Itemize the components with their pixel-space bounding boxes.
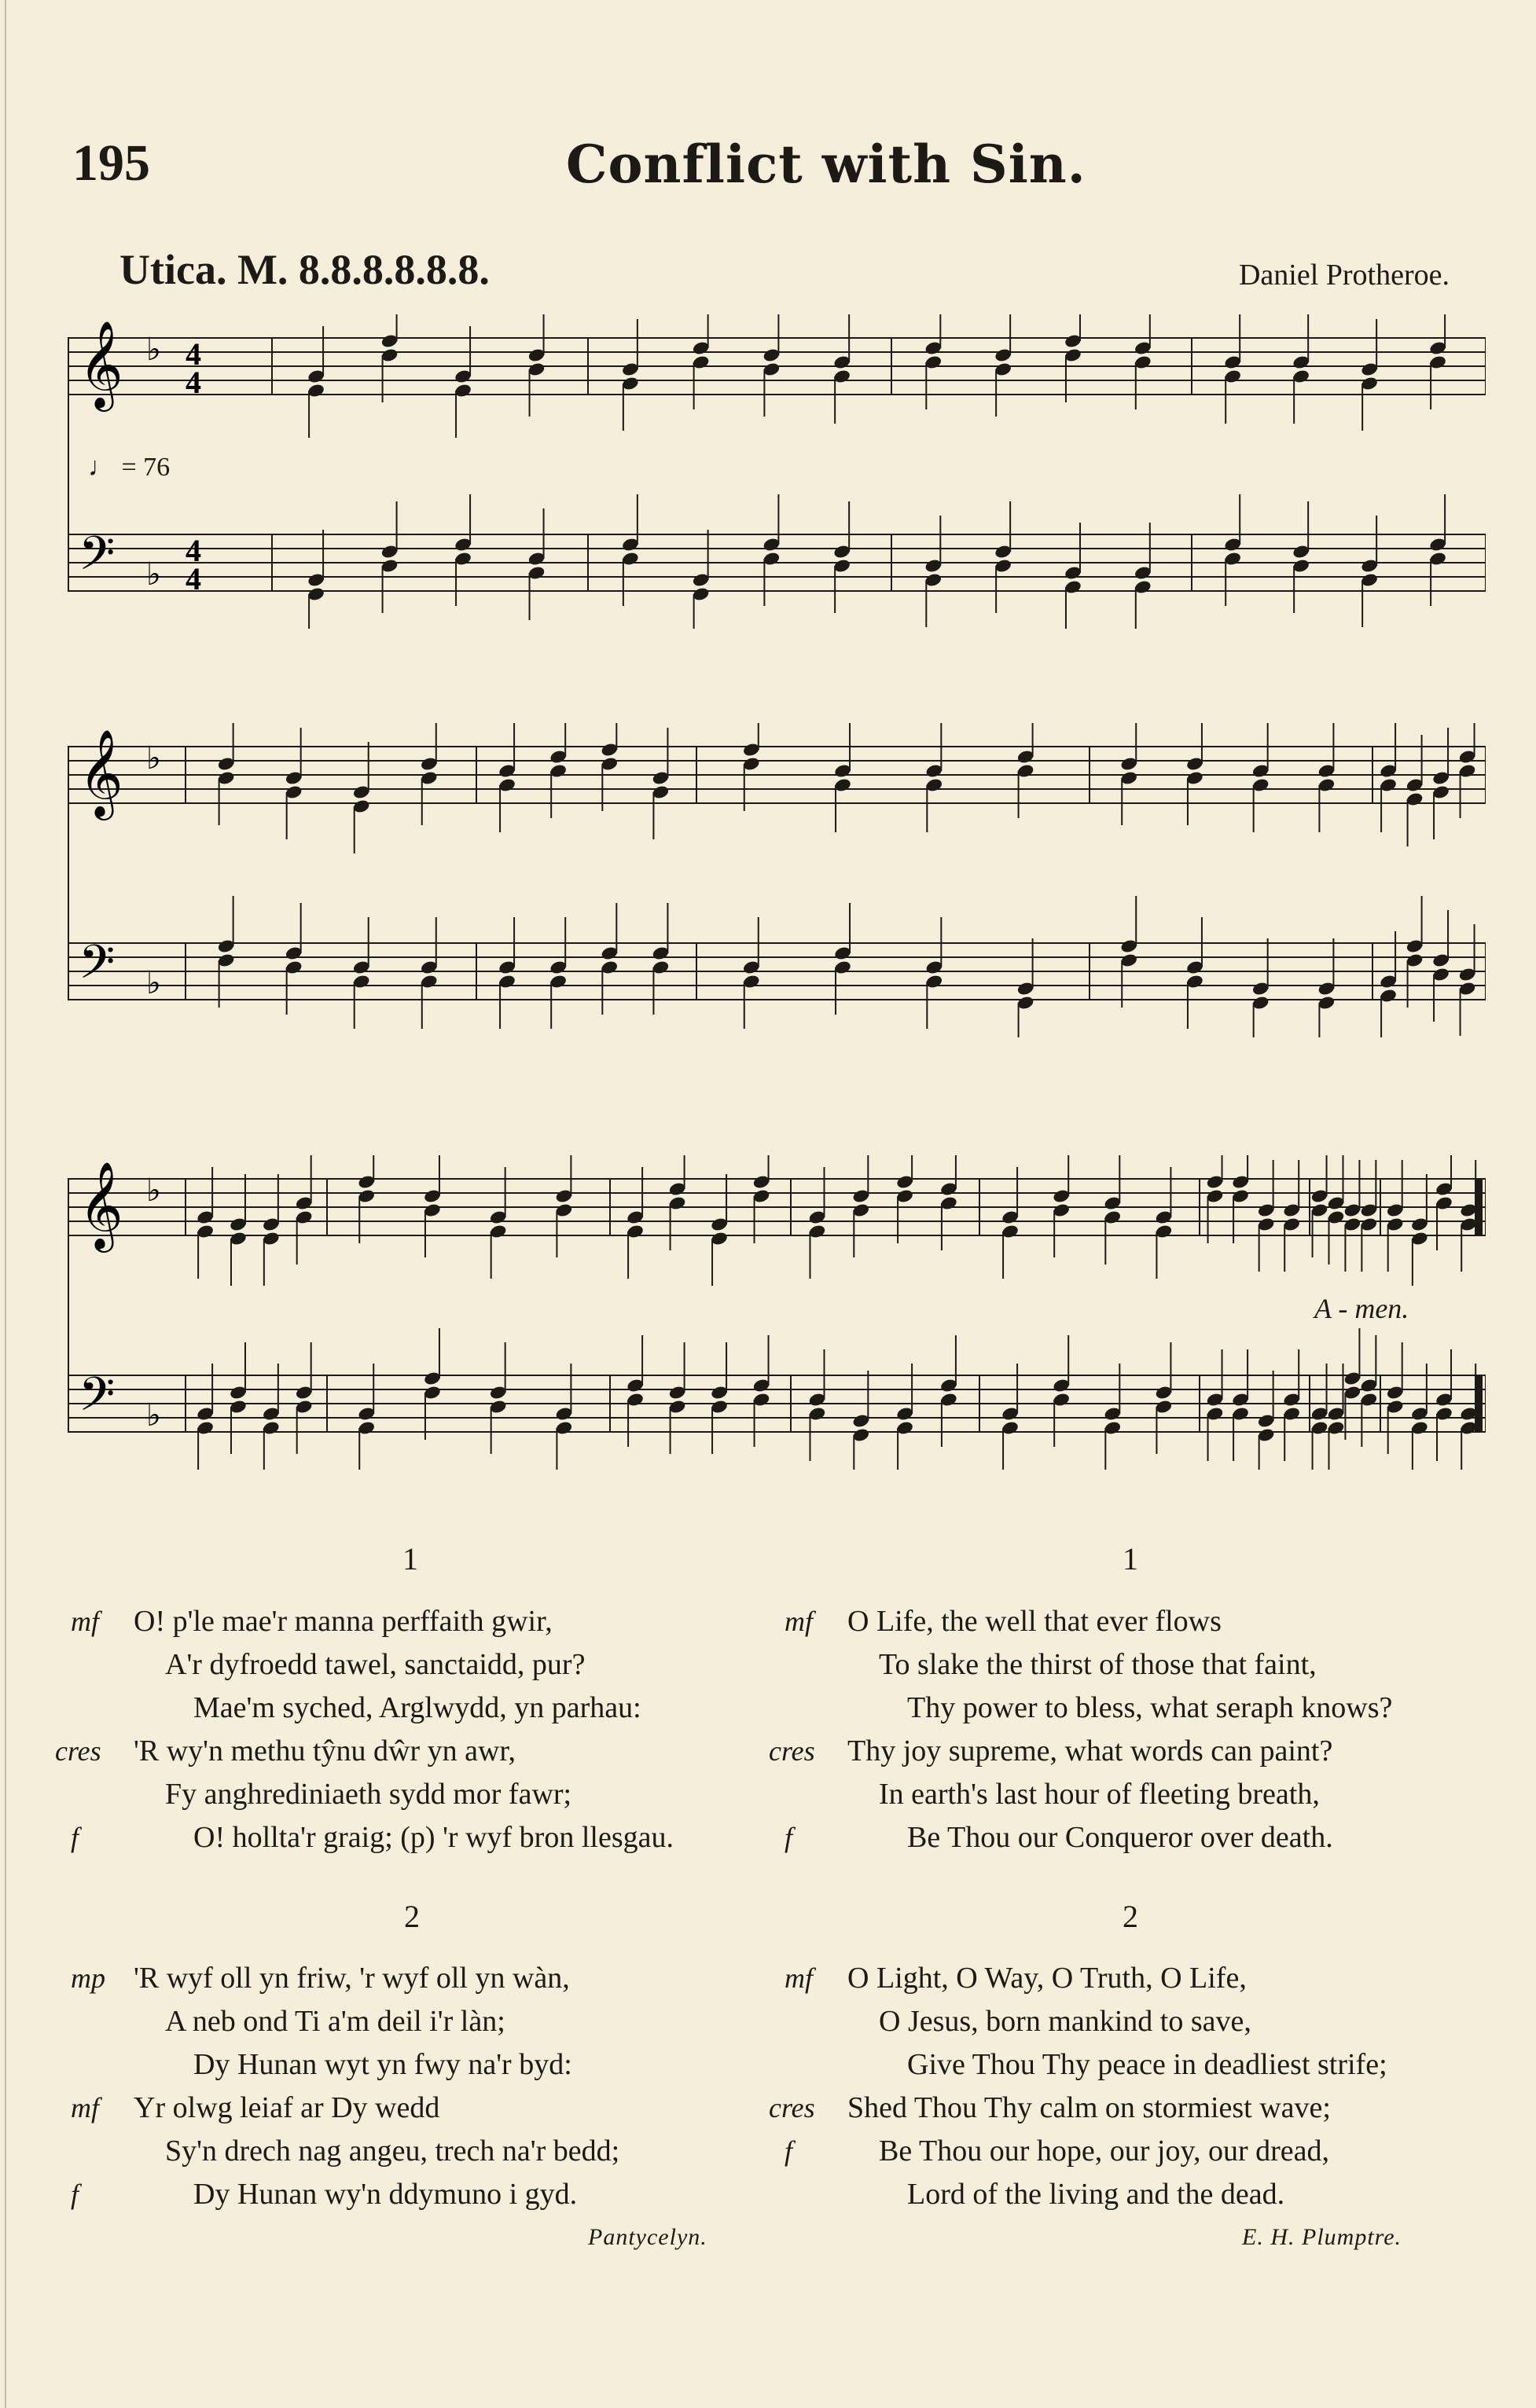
page-edge: [5, 0, 6, 2408]
verse-line: [769, 1730, 1392, 1773]
verse-text: Be Thou our hope, our joy, our dread,: [879, 2135, 1330, 2168]
music-system-3: [68, 1155, 1486, 1470]
music-system-1: [68, 314, 1486, 629]
dynamic-marking: mf: [71, 1606, 99, 1637]
verse-text: Shed Thou Thy calm on stormiest wave;: [847, 2091, 1331, 2124]
dynamic-marking: f: [785, 1822, 793, 1853]
amen-text: A - men.: [1314, 1293, 1409, 1324]
final-barline: [1475, 1375, 1483, 1432]
verse-text: O Life, the well that ever flows: [847, 1605, 1222, 1638]
welsh-verse-2: [71, 1957, 620, 2216]
verse-line: [71, 1600, 674, 1643]
dynamic-marking: cres: [769, 1735, 815, 1767]
verse-line: [134, 2043, 619, 2087]
bass-clef-icon: 𝄢: [79, 1367, 116, 1433]
verse-text: Thy joy supreme, what words can paint?: [847, 1734, 1333, 1767]
hymn-title: Conflict with Sin.: [566, 134, 1086, 195]
flat-icon: ♭: [146, 332, 161, 368]
welsh-attribution: Pantycelyn.: [588, 2224, 707, 2250]
dynamic-marking: mp: [71, 1962, 105, 1994]
bass-clef-icon: 𝄢: [79, 526, 116, 592]
verse-line: [71, 1816, 674, 1859]
dynamic-marking: mf: [71, 2092, 99, 2124]
staff-lines: [68, 338, 1486, 591]
welsh-verse-2-number: 2: [404, 1899, 420, 1934]
score-system-2: [68, 723, 1486, 1037]
dynamic-marking: mf: [785, 1606, 813, 1637]
music-system-2: [68, 723, 1486, 1037]
verse-text: O! p'le mae'r manna perffaith gwir,: [134, 1605, 553, 1638]
tune-meter: Utica. M. 8.8.8.8.8.8.: [119, 246, 490, 293]
verse-line: [71, 2087, 619, 2130]
verse-text: Mae'm syched, Arglwydd, yn parhau:: [193, 1691, 641, 1724]
verse-line: [55, 1730, 674, 1773]
treble-clef-icon: 𝄞: [79, 320, 123, 408]
verse-line: [785, 1816, 1392, 1859]
verse-line: [71, 1957, 619, 2000]
verse-line: [847, 2043, 1387, 2087]
score-system-1: [68, 314, 1486, 629]
staff-lines: [68, 747, 1486, 1000]
english-verse-2: [769, 1957, 1387, 2216]
verse-text: Dy Hunan wyt yn fwy na'r byd:: [193, 2048, 572, 2081]
verse-text: In earth's last hour of fleeting breath,: [879, 1778, 1320, 1811]
flat-icon: ♭: [146, 556, 161, 593]
time-signature: 4: [186, 533, 201, 568]
dynamic-marking: f: [785, 2135, 793, 2167]
dynamic-marking: cres: [769, 2092, 815, 2124]
notes: [307, 314, 1447, 629]
verse-line: [134, 1643, 674, 1687]
flat-icon: ♭: [146, 1397, 161, 1433]
english-verse-1: [769, 1600, 1393, 1859]
verse-text: 'R wyf oll yn friw, 'r wyf oll yn wàn,: [134, 1962, 570, 1995]
dynamic-marking: cres: [55, 1735, 101, 1767]
verse-line: [847, 2000, 1387, 2043]
page-number: 195: [72, 134, 150, 192]
verse-text: O! hollta'r graig; (p) 'r wyf bron llesgau.: [193, 1821, 674, 1854]
verse-line: [785, 1957, 1387, 2000]
verse-line: [134, 1773, 674, 1816]
verse-line: [847, 1643, 1392, 1687]
treble-clef-icon: 𝄞: [79, 1161, 123, 1249]
time-signature: 4: [186, 336, 201, 372]
verse-text: Fy anghrediniaeth sydd mor fawr;: [165, 1778, 572, 1811]
dynamic-marking: f: [71, 1822, 79, 1853]
english-verse-2-number: 2: [1123, 1899, 1138, 1934]
english-attribution: E. H. Plumptre.: [1242, 2224, 1402, 2250]
final-barline: [1475, 1179, 1483, 1235]
tempo-marking: ♩ = 76: [88, 453, 171, 482]
dynamic-marking: f: [71, 2179, 79, 2210]
verse-text: A'r dyfroedd tawel, sanctaidd, pur?: [165, 1648, 586, 1681]
bass-clef-icon: 𝄢: [79, 934, 116, 1000]
verse-text: 'R wy'n methu tŷnu dŵr yn awr,: [134, 1734, 516, 1767]
verse-line: [785, 2130, 1387, 2173]
verse-text: To slake the thirst of those that faint,: [879, 1648, 1317, 1681]
verse-text: Dy Hunan wy'n ddymuno i gyd.: [193, 2178, 578, 2211]
verse-line: [134, 2000, 619, 2043]
verse-text: O Light, O Way, O Truth, O Life,: [847, 1962, 1247, 1995]
time-signature: 4: [186, 365, 201, 400]
verse-line: [847, 2173, 1387, 2216]
welsh-verse-1-number: 1: [402, 1541, 418, 1577]
verse-text: Yr olwg leiaf ar Dy wedd: [134, 2091, 440, 2124]
verse-line: [769, 2087, 1387, 2130]
verse-text: Sy'n drech nag angeu, trech na'r bedd;: [165, 2135, 620, 2168]
verse-text: A neb ond Ti a'm deil i'r làn;: [165, 2005, 505, 2038]
welsh-verse-1: [55, 1600, 674, 1859]
flat-icon: ♭: [146, 965, 161, 1001]
flat-icon: ♭: [146, 1173, 161, 1209]
verse-line: [847, 1687, 1392, 1730]
treble-clef-icon: 𝄞: [79, 729, 123, 817]
score-system-3: [68, 1155, 1486, 1470]
verse-line: [71, 2173, 619, 2216]
verse-text: Be Thou our Conqueror over death.: [907, 1821, 1333, 1854]
dynamic-marking: mf: [785, 1962, 813, 1994]
composer: Daniel Protheroe.: [1238, 259, 1450, 292]
verse-line: [847, 1773, 1392, 1816]
notes: [217, 723, 1477, 1037]
verse-line: [134, 2130, 619, 2173]
english-verse-1-number: 1: [1123, 1541, 1138, 1577]
verse-line: [134, 1687, 674, 1730]
verse-text: Give Thou Thy peace in deadliest strife;: [907, 2048, 1387, 2081]
time-signature: 4: [186, 561, 201, 596]
verse-text: Lord of the living and the dead.: [907, 2178, 1285, 2211]
notes: [196, 1155, 1478, 1470]
verse-line: [785, 1600, 1392, 1643]
verse-text: Thy power to bless, what seraph knows?: [907, 1691, 1393, 1724]
flat-icon: ♭: [146, 740, 161, 776]
verse-text: O Jesus, born mankind to save,: [879, 2005, 1251, 2038]
